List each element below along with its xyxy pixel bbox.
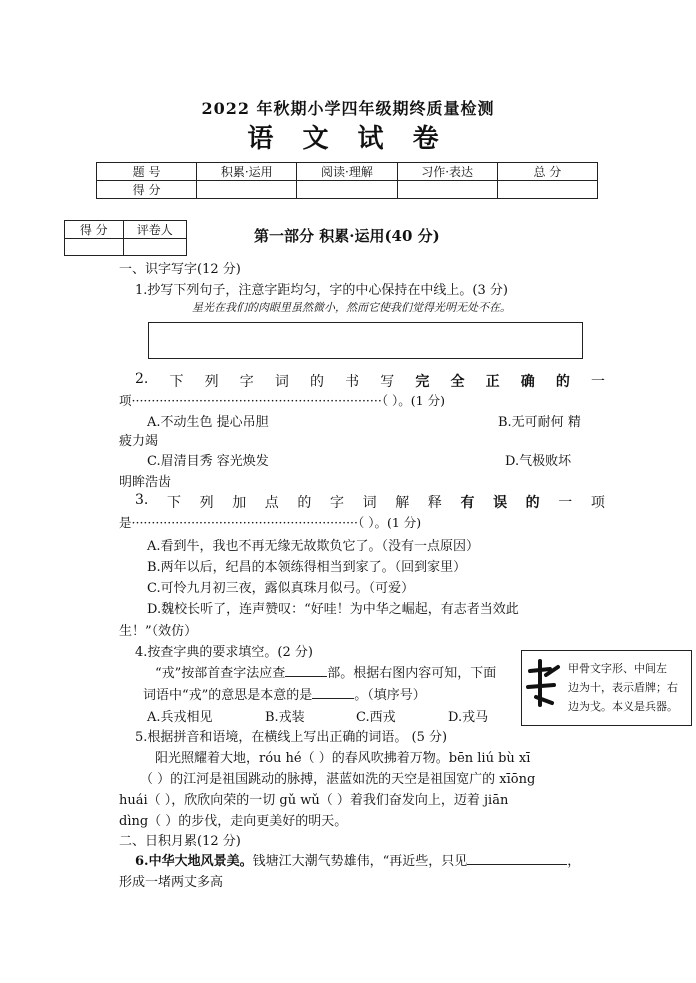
q2-option-b[interactable]: B.无可耐何 精 <box>498 415 581 430</box>
exam-title: 2022 年秋期小学四年级期终质量检测 <box>201 99 495 118</box>
q3-option-c[interactable]: C.可怜九月初三夜，露似真珠月似弓。（可爱） <box>147 581 415 596</box>
q2-prompt-line1 <box>135 371 605 391</box>
q4-option[interactable]: A.兵戎相见 <box>147 710 213 725</box>
q2-char: 列 <box>204 374 219 390</box>
q1-prompt: 1.抄写下列句子，注意字距均匀，字的中心保持在中线上。(3 分) <box>135 283 508 298</box>
q3-prompt-line1 <box>135 492 605 512</box>
q2-char: 正 <box>485 374 500 390</box>
q2-char: 书 <box>345 374 360 390</box>
q5-prompt: 5.根据拼音和语境，在横线上写出正确的词语。 (5 分) <box>135 730 448 745</box>
q2-char: 词 <box>274 374 289 390</box>
q6-line2: 形成一堵两丈多高 <box>119 875 224 890</box>
q6-heading: 6.中华大地风景美。 <box>135 854 253 869</box>
oracle-bone-drawing <box>524 657 562 707</box>
q3-char: 词 <box>362 495 377 511</box>
grader-box <box>64 220 187 256</box>
score-table-header-cell: 题 号 <box>97 163 197 181</box>
q3-char: 下 <box>166 495 181 511</box>
q3-char: 项 <box>590 495 605 511</box>
copy-writing-box[interactable] <box>148 322 583 359</box>
grader-label: 评卷人 <box>123 221 186 239</box>
q3-prompt-line2: 是·························································（ ）。(1 分) <box>119 515 422 530</box>
q5-line: （ ）的江河是祖国跳动的脉搏，湛蓝如洗的天空是祖国宽广的 xīōng <box>140 772 536 787</box>
section2-heading: 二、日积月累(12 分) <box>119 834 241 849</box>
q3-char: 的 <box>525 495 540 511</box>
q4-prompt: 4.按查字典的要求填空。(2 分) <box>135 645 313 660</box>
q4-option[interactable]: D.戎马 <box>448 710 489 725</box>
q4-option[interactable]: B.戎装 <box>265 710 305 725</box>
q3-char: 有 <box>460 495 475 511</box>
q6-blank[interactable] <box>467 852 567 865</box>
q3-char: 解 <box>395 495 410 511</box>
q3-char: 字 <box>330 495 345 511</box>
q4-line1-text-b: 部。根据右图内容可知，下面 <box>327 666 497 681</box>
q2-prompt-line2: 项·······························································（ ）。(1 分) <box>119 393 445 408</box>
q2-char: 确 <box>520 374 535 390</box>
radical-blank[interactable] <box>285 664 327 677</box>
q6-end: ， <box>567 854 581 869</box>
q2-char: 2. <box>135 371 149 387</box>
q2-option-b-cont: 疲力竭 <box>119 434 159 449</box>
q2-option-d-cont: 明眸浩齿 <box>119 475 172 490</box>
score-table-header-cell: 积累·运用 <box>197 163 297 181</box>
q3-option-a[interactable]: A.看到牛，我也不再无缘无故欺负它了。（没有一点原因） <box>147 539 480 554</box>
subject-title: 语 文 试 卷 <box>247 124 449 154</box>
q2-char: 字 <box>239 374 254 390</box>
q4-line1-text: “戎”按部首查字法应查 <box>155 666 286 681</box>
q2-option-a[interactable]: A.不动生色 提心吊胆 <box>147 415 269 430</box>
q5-line: 阳光照耀着大地，róu hé（ ）的春风吹拂着万物。bēn liú bù xī <box>155 751 531 766</box>
q3-char: 加 <box>232 495 247 511</box>
score-table <box>96 162 598 199</box>
oracle-bone-text <box>568 659 690 716</box>
q3-option-d-cont: 生！”（效仿） <box>119 624 198 639</box>
meaning-blank[interactable] <box>312 686 354 699</box>
q3-char: 释 <box>427 495 442 511</box>
q3-char: 3. <box>135 492 149 508</box>
oracle-bone-text-line: 边为十，表示盾牌；右 <box>568 681 678 694</box>
grader-score-label: 得 分 <box>65 221 124 239</box>
grader-score-cell[interactable] <box>65 239 124 256</box>
q4-line2-text-b: 。（填序号） <box>354 688 426 703</box>
score-table-header-cell: 习作·表达 <box>397 163 497 181</box>
q3-char: 误 <box>493 495 508 511</box>
q3-char: 一 <box>558 495 573 511</box>
q2-char: 的 <box>555 374 570 390</box>
oracle-bone-text-line: 边为戈。本义是兵器。 <box>568 700 678 713</box>
q2-char: 下 <box>169 374 184 390</box>
q2-char: 写 <box>380 374 395 390</box>
score-row-label: 得 分 <box>97 181 197 199</box>
q2-char: 全 <box>450 374 465 390</box>
score-cell[interactable] <box>197 181 297 199</box>
q4-line2-text: 词语中“戎”的意思是本意的是 <box>143 688 313 703</box>
section1-heading: 一、识字写字(12 分) <box>119 262 241 277</box>
score-cell[interactable] <box>497 181 597 199</box>
q2-char: 的 <box>309 374 324 390</box>
q4-option[interactable]: C.西戎 <box>356 710 396 725</box>
grader-name-cell[interactable] <box>123 239 186 256</box>
q3-option-d[interactable]: D.魏校长听了，连声赞叹：“好哇！为中华之崛起，有志者当效此 <box>147 602 519 617</box>
part1-title: 第一部分 积累·运用(40 分) <box>254 227 440 245</box>
q5-line: dìng（ ）的步伐，走向更美好的明天。 <box>119 814 348 829</box>
q3-char: 的 <box>297 495 312 511</box>
q6-text: 钱塘江大潮气势雄伟，“再近些，只见 <box>252 854 468 869</box>
score-cell[interactable] <box>397 181 497 199</box>
q2-option-c[interactable]: C.眉清目秀 容光焕发 <box>147 454 269 469</box>
q4-line1 <box>155 662 496 681</box>
score-table-header-cell: 总 分 <box>497 163 597 181</box>
score-cell[interactable] <box>297 181 397 199</box>
q2-char: 一 <box>590 374 605 390</box>
q2-option-d[interactable]: D.气极败坏 <box>505 454 572 469</box>
q1-sentence: 星光在我们的肉眼里虽然微小，然而它使我们觉得光明无处不在。 <box>192 301 511 314</box>
oracle-bone-text-line: 甲骨文字形、中间左 <box>568 662 667 675</box>
q5-line: huái（ ），欣欣向荣的一切 gǔ wǔ（ ）着我们奋发向上，迈着 jiān <box>119 793 509 808</box>
q6-line1 <box>135 850 580 869</box>
score-table-header-cell: 阅读·理解 <box>297 163 397 181</box>
q3-option-b[interactable]: B.两年以后，纪昌的本领练得相当到家了。（回到家里） <box>147 560 467 575</box>
q3-char: 列 <box>199 495 214 511</box>
q3-char: 点 <box>264 495 279 511</box>
q4-line2 <box>143 684 426 703</box>
q2-char: 完 <box>415 374 430 390</box>
oracle-bone-note <box>521 650 692 726</box>
